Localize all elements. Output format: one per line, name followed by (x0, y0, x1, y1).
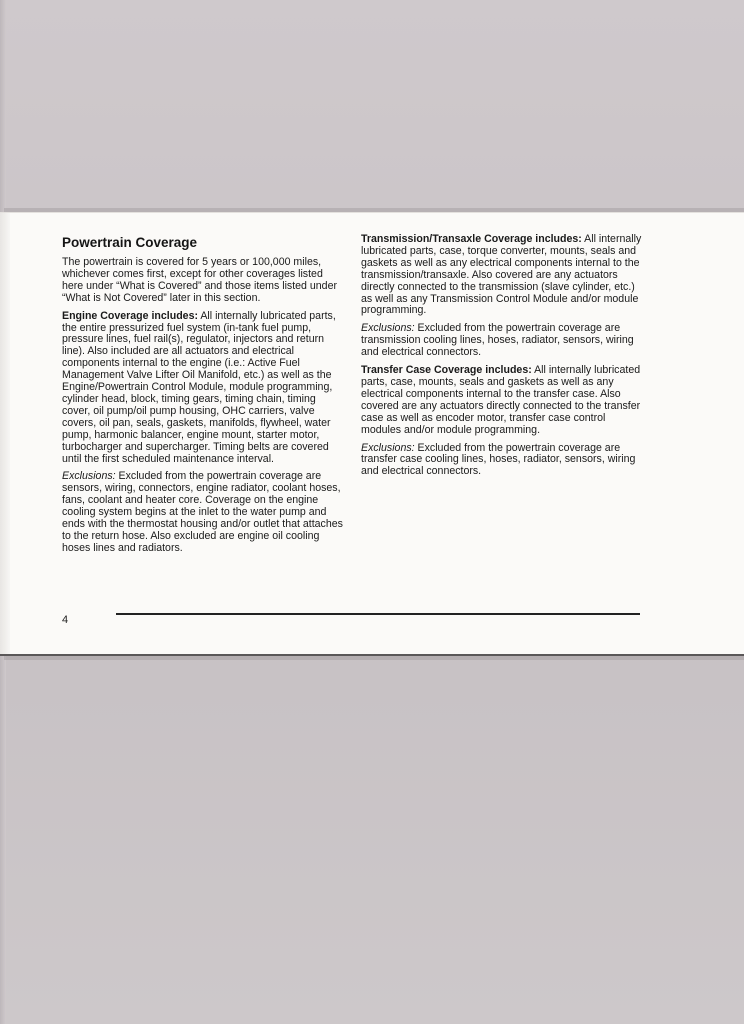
transmission-exclusions-label: Exclusions: (361, 322, 415, 335)
intro-paragraph: The powertrain is covered for 5 years or 100,000 miles, whichever comes first, except for other coverages listed here under “What is Covered” and those items listed under “What is Not Covered” later in this section. (62, 256, 337, 304)
engine-exclusions-label: Exclusions: (62, 470, 116, 483)
left-column (62, 213, 346, 561)
transfer-case-coverage-text: All internally lubricated parts, case, mounts, seals and gaskets as well as any electrical components internal to the transfer case. Also covered are any actuators directly connected to the transfer case as well as encoder motor, transfer case control modules and/or module programming. (361, 364, 641, 436)
section-title: Powertrain Coverage (62, 235, 198, 250)
transfer-case-coverage-paragraph (361, 365, 645, 436)
transmission-coverage-label: Transmission/Transaxle Coverage includes: (361, 233, 582, 245)
engine-exclusions-paragraph (62, 471, 346, 554)
booklet-page (0, 212, 744, 656)
footer-rule (116, 613, 640, 615)
transmission-coverage-text: All internally lubricated parts, case, torque converter, mounts, seals and gaskets as well as any electrical components internal to the transmission/transaxle. Also covered are any actuators directly connected to the transmission (slave cylinder, etc.) as well as any Transmission Control Module and/or module programming. (361, 233, 642, 317)
engine-coverage-label: Engine Coverage includes: (62, 309, 198, 322)
transmission-exclusions-text: Excluded from the powertrain coverage are transmission cooling lines, hoses, radiator, sensors, wiring and electrical connectors. (361, 322, 634, 359)
page-number: 4 (62, 614, 69, 626)
transfer-case-exclusions-label: Exclusions: (361, 441, 415, 454)
right-column (361, 213, 645, 484)
engine-exclusions-text: Excluded from the powertrain coverage are sensors, wiring, connectors, engine radiator, coolant hoses, fans, coolant and heater core. Coverage on the engine cooling system begins at the inlet to the water pump and ends with the thermostat housing and/or outlet that attaches to the return hose. Also excluded are engine oil cooling hoses lines and radiators. (62, 470, 343, 554)
transmission-exclusions-paragraph (361, 323, 645, 359)
transmission-coverage-paragraph (361, 234, 645, 317)
engine-coverage-paragraph (62, 311, 346, 466)
page-binding-strip (0, 213, 10, 654)
transfer-case-exclusions-text: Excluded from the powertrain coverage are transfer case cooling lines, hoses, radiator, sensors, wiring and electrical connectors. (361, 441, 636, 478)
engine-coverage-text: All internally lubricated parts, the entire pressurized fuel system (in-tank fuel pump, pressure lines, fuel rail(s), regulator, injectors and return line). Also included are all actuators and electrical components internal to the engine (i.e.: Active Fuel Management Valve Lifter Oil Manifold, etc.) as well as the Engine/Powertrain Control Module, module programming, cylinder head, block, timing gears, timing chain, timing cover, oil pump/oil pump housing, OHC carriers, valve covers, oil pan, seals, gaskets, manifolds, flywheel, water pump, harmonic balancer, engine mount, starter motor, turbocharger and supercharger. Timing belts are covered until the first scheduled maintenance interval. (62, 309, 336, 465)
transfer-case-coverage-label: Transfer Case Coverage includes: (361, 364, 532, 377)
transfer-case-exclusions-paragraph (361, 443, 645, 479)
